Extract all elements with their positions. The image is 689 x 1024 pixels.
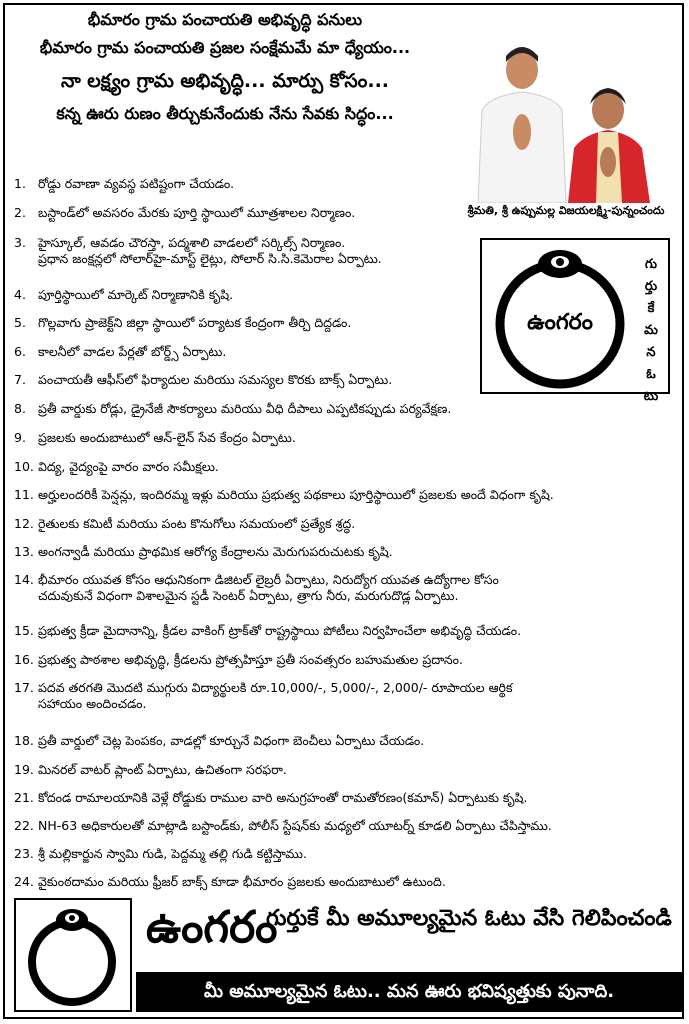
list-item: 3. హైస్కూల్, ఆవడం చౌరస్తా, పద్మశాలి వాడలలో సర్కిల్స్ నిర్మాణం. ప్రధాన జంక్షన్లలో సోలార్‌హై-మాస్ట్ లైట్లు, సోలార్ సి.సి.కెమెరాల ఏర్పాటు. [14, 235, 382, 266]
list-item: 9. ప్రజలకు అందుబాటులో ఆన్-లైన్ సేవ కేంద్రం ఏర్పాటు. [14, 430, 296, 445]
list-item: 2. బస్టాండ్‌లో అవసరం మేరకు పూర్తి స్థాయిలో మూత్రశాలల నిర్మాణం. [14, 205, 356, 220]
symbol-vertical-text: గు ర్తు కే మ న ఓ టు [643, 257, 659, 404]
list-item: 16. ప్రభుత్వ పాఠశాల అభివృద్ధి, క్రీడలను ప్రోత్సహిస్తూ ప్రతీ సంవత్సరం బహుమతుల ప్రదానం. [14, 652, 463, 667]
list-item: 24. వైకుంఠదామం మరియు ఫ్రీజర్ బాక్స్ కూడా భీమారం ప్రజలకు అందుబాటులో ఉటుంది. [14, 874, 446, 889]
list-item: 22. NH-63 అధికారులతో మాట్లాడి బస్టాండ్‌కు, పోలీస్ స్టేషన్‌కు మధ్యలో యూటర్న్ కూడలి ఏర్పాటు చేపిస్తాము. [14, 818, 552, 833]
header-line-3: నా లక్ష్యం గ్రామ అభివృద్ధి... మార్పు కోసం... [60, 70, 390, 92]
list-item: 5. గొల్లవాగు ప్రాజెక్ట్‌ని జిల్లా స్థాయిలో పర్యాటక కేంద్రంగా తీర్చి దిద్దడం. [14, 315, 352, 330]
list-item: 23. శ్రీ మల్లికార్జున స్వామి గుడి, పెద్దమ్మ తల్లి గుడి కట్టిస్తాము. [14, 846, 307, 861]
candidates-photo [450, 40, 680, 203]
candidates-photo-illustration [450, 40, 680, 203]
list-item: 4. పూర్తిస్థాయిలో మార్కెట్ నిర్మాణానికి కృషి. [14, 287, 234, 302]
header [0, 0, 450, 160]
footer-ring-box [14, 898, 132, 1012]
list-item: 17. పదవ తరగతి మొదటి ముగ్గురు విద్యార్థులకి రూ.10,000/-, 5,000/-, 2,000/- రూపాయల ఆర్థిక సహాయం అందించడం. [14, 680, 513, 711]
list-item: 12. రైతులకు కమిటీ మరియు పంట కొనుగోలు సమయంలో ప్రత్యేక శ్రద్ధ. [14, 516, 356, 531]
footer [10, 898, 684, 1018]
list-item: 7. పంచాయతీ ఆఫీస్‌లో ఫిర్యాదుల మరియు సమస్యల కొరకు బాక్స్ ఏర్పాటు. [14, 372, 393, 387]
list-item: 18. ప్రతీ వార్డులో చెట్ల పెంపకం, వాడల్లో కూర్చునే విధంగా బెంచీలు ఏర్పాటు చేయడం. [14, 733, 425, 748]
footer-bottom-bar: మీ అమూల్యమైన ఓటు.. మన ఊరు భవిష్యత్తుకు పునాది. [136, 972, 682, 1012]
footer-symbol-word: ఉంగరం [146, 902, 278, 953]
list-item: 21. కోదండ రామాలయానికి వెళ్లే రోడ్డుకు రాముల వారి అనుగ్రహంతో రామతోరణం(కమాన్) ఏర్పాటుకు కృషి. [14, 790, 528, 805]
header-line-2: భీమారం గ్రామ పంచాయతి ప్రజల సంక్షేమమే మా ధ్యేయం... [39, 38, 411, 57]
list-item: 8. ప్రతీ వార్డుకు రోడ్లు, డ్రైనేజీ సౌకర్యాలు మరియు వీధి దీపాలు ఎప్పటికప్పుడు పర్యవేక్షణ. [14, 401, 452, 416]
header-line-4: కన్న ఊరు రుణం తీర్చుకునేందుకు నేను సేవకు సిద్ధం... [56, 104, 394, 123]
list-item: 11. అర్హులందరికీ పెన్షన్లు, ఇందిరమ్మ ఇళ్లు మరియు ప్రభుత్వ పథకాలు పూర్తిస్థాయిలో ప్రజలకు అందే విధంగా కృషి. [14, 487, 554, 502]
footer-slogan: గుర్తుకే మీ అమూల్యమైన ఓటు వేసి గెలిపించండి [266, 906, 672, 931]
list-item: 13. అంగన్వాడీ మరియు ప్రాథమిక ఆరోగ్య కేంద్రాలను మెరుగుపరుచుటకు కృషి. [14, 544, 393, 559]
list-item: 6. కాలనీలో వాడల పేర్లతో బోర్డ్స్ ఏర్పాటు. [14, 344, 227, 359]
list-item: 19. మినరల్ వాటర్ ప్లాంట్ ఏర్పాటు, ఉచితంగా సరఫరా. [14, 762, 287, 777]
candidates-caption: శ్రీమతి, శ్రీ ఉప్పుమల్ల విజయలక్ష్మి-పున్నంచందు [467, 204, 665, 217]
footer-ring-icon [16, 900, 130, 1010]
ring-symbol-label: ఉంగరం [527, 310, 593, 335]
list-item: 14. భీమారం యువత కోసం ఆధునికంగా డిజిటల్ లైబ్రరీ ఏర్పాటు, నిరుద్యోగ యువత ఉద్యోగాల కోసం చదువుకునే విధంగా విశాలమైన స్టడీ సెంటర్ ఏర్పాటు, త్రాగు నీరు, మరుగుదొడ్ల ఏర్పాటు. [14, 572, 499, 603]
ring-symbol-box [480, 238, 670, 404]
list-item: 10. విద్య, వైద్యంపై వారం వారం సమీక్షలు. [14, 459, 219, 474]
header-line-1: భీమారం గ్రామ పంచాయతి అభివృద్ధి పనులు [87, 10, 363, 29]
list-item: 1. రోడ్డు రవాణా వ్యవస్థ పటిష్టంగా చేయడం. [14, 176, 235, 191]
list-item: 15. ప్రభుత్వ క్రీడా మైదానాన్ని, క్రీడల వాకింగ్ ట్రాక్‌తో రాష్ట్రస్థాయి పోటీలు నిర్వహించేలా అభివృద్ధి చేయడం. [14, 623, 522, 638]
